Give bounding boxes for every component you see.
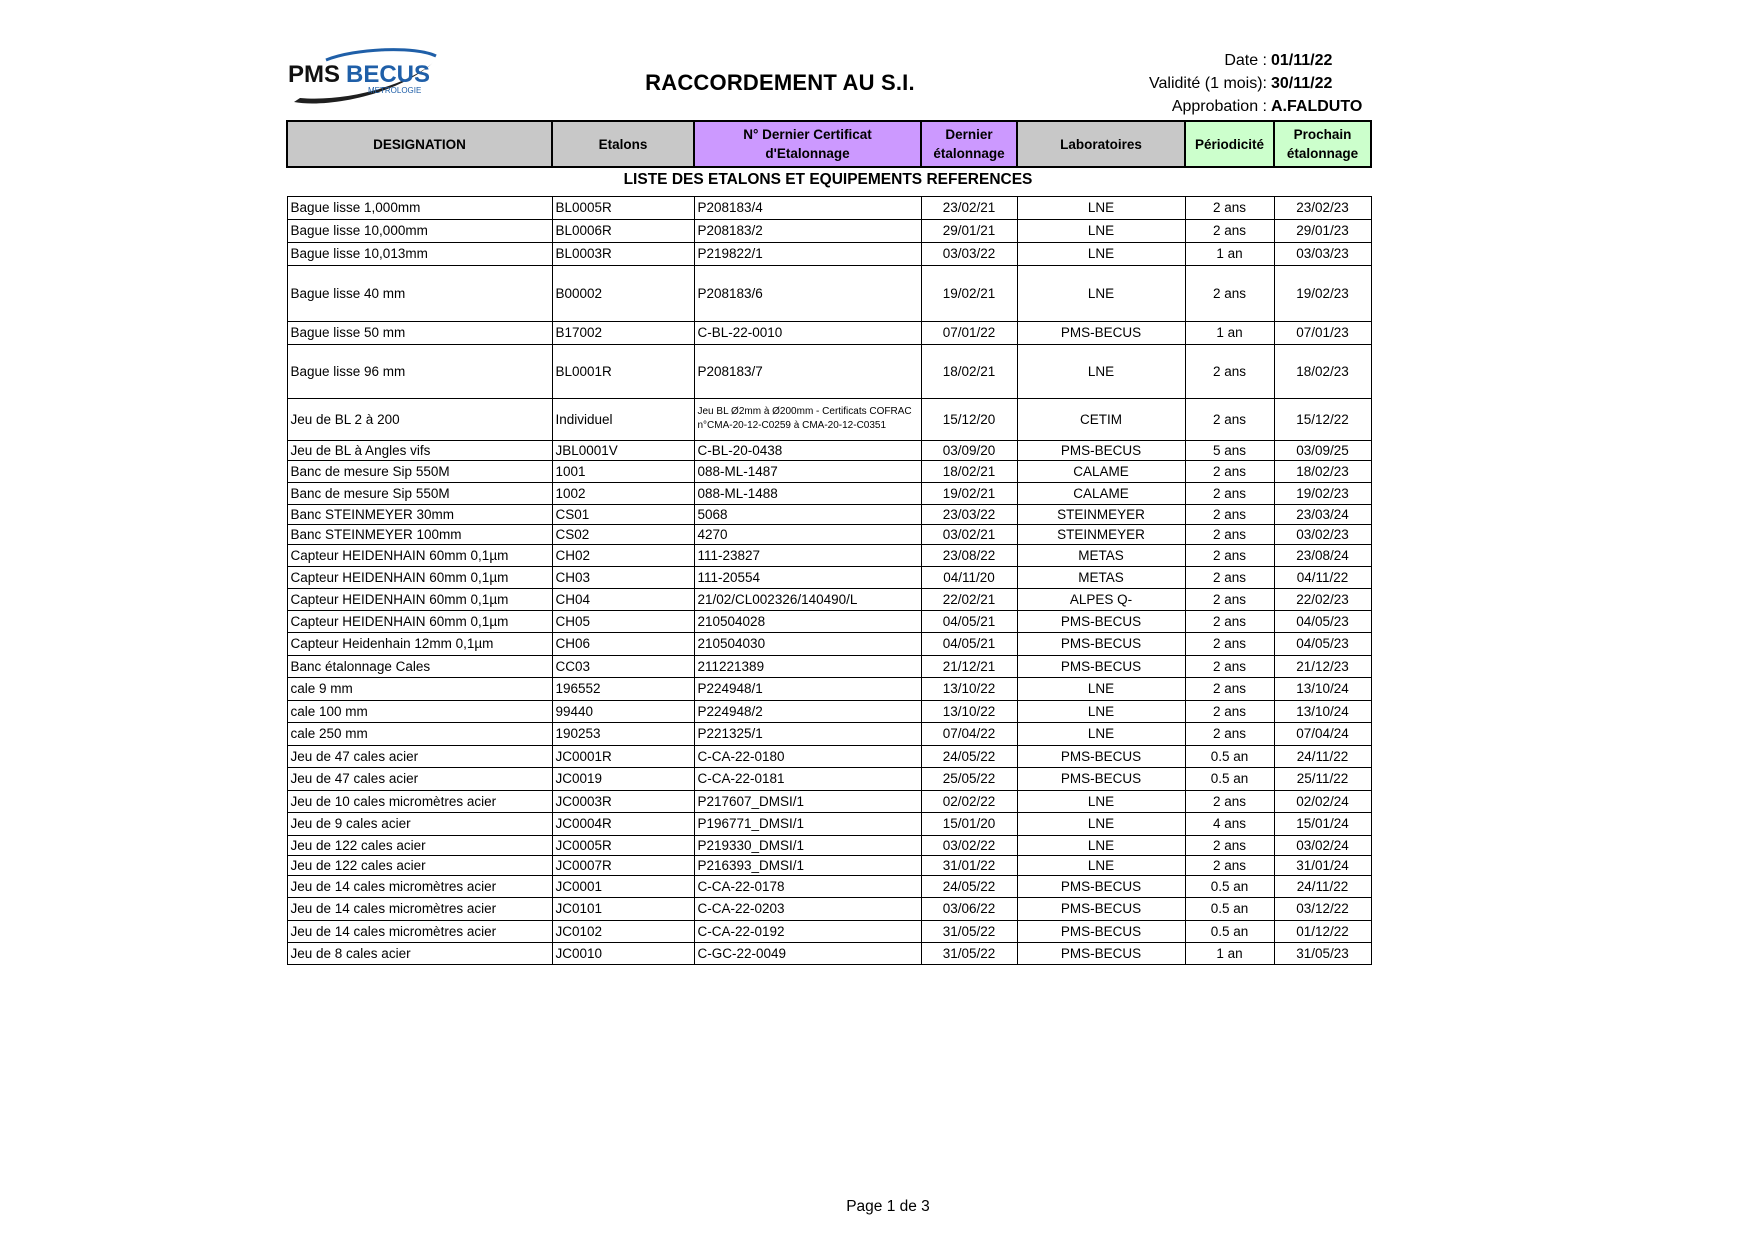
cell-prochain: 13/10/24 xyxy=(1274,677,1371,700)
cell-dernier: 18/02/21 xyxy=(921,344,1017,398)
cell-laboratoire: PMS-BECUS xyxy=(1017,875,1185,897)
date-row xyxy=(1080,52,1380,70)
col-dernier-line2: étalonnage xyxy=(933,146,1005,161)
cell-certificat: P208183/7 xyxy=(694,344,921,398)
date-label: Date : xyxy=(1224,52,1267,69)
table-row xyxy=(287,745,1371,767)
cell-etalon: 1001 xyxy=(552,460,694,482)
cell-laboratoire: PMS-BECUS xyxy=(1017,655,1185,677)
cell-certificat: C-GC-22-0049 xyxy=(694,942,921,964)
cell-laboratoire: LNE xyxy=(1017,700,1185,722)
cell-prochain: 02/02/24 xyxy=(1274,790,1371,812)
cell-dernier: 23/08/22 xyxy=(921,544,1017,566)
table-row xyxy=(287,524,1371,544)
cell-etalon: Individuel xyxy=(552,398,694,440)
cell-designation: Jeu de 14 cales micromètres acier xyxy=(287,875,552,897)
cell-periodicite: 1 an xyxy=(1185,242,1274,265)
table-row xyxy=(287,655,1371,677)
cell-periodicite: 2 ans xyxy=(1185,790,1274,812)
cell-dernier: 22/02/21 xyxy=(921,588,1017,610)
cell-designation: Capteur HEIDENHAIN 60mm 0,1µm xyxy=(287,544,552,566)
cell-certificat: P208183/2 xyxy=(694,219,921,242)
cell-periodicite: 2 ans xyxy=(1185,398,1274,440)
cell-dernier: 21/12/21 xyxy=(921,655,1017,677)
approval-value: A.FALDUTO xyxy=(1271,98,1363,115)
cell-laboratoire: PMS-BECUS xyxy=(1017,897,1185,920)
cell-certificat: 088-ML-1487 xyxy=(694,460,921,482)
cell-etalon: CH05 xyxy=(552,610,694,632)
cell-certificat: P216393_DMSI/1 xyxy=(694,855,921,875)
cell-laboratoire: PMS-BECUS xyxy=(1017,942,1185,964)
cell-etalon: BL0005R xyxy=(552,196,694,219)
cell-dernier: 07/01/22 xyxy=(921,321,1017,344)
cell-dernier: 18/02/21 xyxy=(921,460,1017,482)
cell-periodicite: 2 ans xyxy=(1185,722,1274,745)
cell-periodicite: 2 ans xyxy=(1185,504,1274,524)
cell-designation: Capteur Heidenhain 12mm 0,1µm xyxy=(287,632,552,655)
cell-designation: Capteur HEIDENHAIN 60mm 0,1µm xyxy=(287,610,552,632)
table-row xyxy=(287,398,1371,440)
cell-periodicite: 2 ans xyxy=(1185,632,1274,655)
cell-etalon: JC0007R xyxy=(552,855,694,875)
cell-prochain: 04/05/23 xyxy=(1274,610,1371,632)
cell-prochain: 15/12/22 xyxy=(1274,398,1371,440)
validity-row xyxy=(1080,75,1380,93)
cell-dernier: 13/10/22 xyxy=(921,700,1017,722)
cell-etalon: JC0004R xyxy=(552,812,694,835)
cell-etalon: CH04 xyxy=(552,588,694,610)
cell-etalon: CS01 xyxy=(552,504,694,524)
cell-designation: Capteur HEIDENHAIN 60mm 0,1µm xyxy=(287,566,552,588)
cell-certificat: P224948/2 xyxy=(694,700,921,722)
cell-laboratoire: PMS-BECUS xyxy=(1017,610,1185,632)
cell-etalon: 196552 xyxy=(552,677,694,700)
cell-dernier: 03/03/22 xyxy=(921,242,1017,265)
table-body xyxy=(287,167,1371,964)
cell-designation: Jeu de 47 cales acier xyxy=(287,745,552,767)
cell-dernier: 03/09/20 xyxy=(921,440,1017,460)
table-row xyxy=(287,219,1371,242)
date-value: 01/11/22 xyxy=(1271,52,1333,69)
cell-prochain: 31/05/23 xyxy=(1274,942,1371,964)
cell-designation: Bague lisse 96 mm xyxy=(287,344,552,398)
col-certificat-line1: N° Dernier Certificat xyxy=(743,127,872,142)
cell-etalon: CH06 xyxy=(552,632,694,655)
cell-dernier: 24/05/22 xyxy=(921,875,1017,897)
cell-laboratoire: LNE xyxy=(1017,196,1185,219)
approval-label: Approbation : xyxy=(1171,98,1267,115)
table-row xyxy=(287,482,1371,504)
col-dernier xyxy=(921,121,1017,167)
table-row xyxy=(287,855,1371,875)
cell-prochain: 07/01/23 xyxy=(1274,321,1371,344)
cell-laboratoire: PMS-BECUS xyxy=(1017,767,1185,790)
cell-prochain: 03/02/23 xyxy=(1274,524,1371,544)
cell-etalon: JC0005R xyxy=(552,835,694,855)
cell-dernier: 31/05/22 xyxy=(921,942,1017,964)
cell-certificat: 111-20554 xyxy=(694,566,921,588)
cell-designation: Bague lisse 1,000mm xyxy=(287,196,552,219)
cell-etalon: JBL0001V xyxy=(552,440,694,460)
cell-etalon: CC03 xyxy=(552,655,694,677)
cell-designation: Jeu de 122 cales acier xyxy=(287,835,552,855)
cell-designation: Jeu de 14 cales micromètres acier xyxy=(287,920,552,942)
cell-certificat: 210504028 xyxy=(694,610,921,632)
cell-designation: Banc de mesure Sip 550M xyxy=(287,460,552,482)
table-row xyxy=(287,460,1371,482)
cell-dernier: 24/05/22 xyxy=(921,745,1017,767)
cell-designation: Banc de mesure Sip 550M xyxy=(287,482,552,504)
cell-certificat: C-BL-22-0010 xyxy=(694,321,921,344)
cell-certificat: P217607_DMSI/1 xyxy=(694,790,921,812)
cell-periodicite: 4 ans xyxy=(1185,812,1274,835)
cell-certificat: Jeu BL Ø2mm à Ø200mm - Certificats COFRAC n°CMA-20-12-C0259 à CMA-20-12-C0351 xyxy=(694,398,921,440)
table-row xyxy=(287,835,1371,855)
cell-prochain: 03/02/24 xyxy=(1274,835,1371,855)
cell-periodicite: 0.5 an xyxy=(1185,920,1274,942)
cell-etalon: BL0006R xyxy=(552,219,694,242)
cell-designation: Capteur HEIDENHAIN 60mm 0,1µm xyxy=(287,588,552,610)
cell-certificat: P208183/4 xyxy=(694,196,921,219)
cell-certificat: P219822/1 xyxy=(694,242,921,265)
cell-prochain: 01/12/22 xyxy=(1274,920,1371,942)
cell-periodicite: 0.5 an xyxy=(1185,875,1274,897)
cell-periodicite: 1 an xyxy=(1185,321,1274,344)
cell-periodicite: 2 ans xyxy=(1185,677,1274,700)
cell-periodicite: 2 ans xyxy=(1185,196,1274,219)
cell-prochain: 04/11/22 xyxy=(1274,566,1371,588)
cell-periodicite: 2 ans xyxy=(1185,700,1274,722)
table-row xyxy=(287,920,1371,942)
col-prochain-line2: étalonnage xyxy=(1286,146,1359,161)
cell-laboratoire: LNE xyxy=(1017,812,1185,835)
cell-periodicite: 2 ans xyxy=(1185,835,1274,855)
cell-laboratoire: LNE xyxy=(1017,835,1185,855)
col-laboratoires: Laboratoires xyxy=(1017,121,1185,167)
cell-designation: Banc STEINMEYER 100mm xyxy=(287,524,552,544)
table-row xyxy=(287,544,1371,566)
cell-laboratoire: METAS xyxy=(1017,544,1185,566)
cell-dernier: 03/06/22 xyxy=(921,897,1017,920)
cell-prochain: 13/10/24 xyxy=(1274,700,1371,722)
cell-dernier: 25/05/22 xyxy=(921,767,1017,790)
validity-label: Validité (1 mois): xyxy=(1149,75,1267,92)
document-title: RACCORDEMENT AU S.I. xyxy=(645,70,915,95)
cell-prochain: 21/12/23 xyxy=(1274,655,1371,677)
cell-periodicite: 2 ans xyxy=(1185,566,1274,588)
cell-etalon: JC0010 xyxy=(552,942,694,964)
cell-laboratoire: STEINMEYER xyxy=(1017,524,1185,544)
table-row xyxy=(287,677,1371,700)
cell-prochain: 03/03/23 xyxy=(1274,242,1371,265)
cell-certificat: 111-23827 xyxy=(694,544,921,566)
cell-prochain: 19/02/23 xyxy=(1274,265,1371,321)
cell-certificat: P224948/1 xyxy=(694,677,921,700)
cell-designation: Bague lisse 10,013mm xyxy=(287,242,552,265)
cell-prochain: 29/01/23 xyxy=(1274,219,1371,242)
cell-laboratoire: PMS-BECUS xyxy=(1017,920,1185,942)
cell-etalon: JC0001 xyxy=(552,875,694,897)
cell-designation: Jeu de BL à Angles vifs xyxy=(287,440,552,460)
cell-periodicite: 2 ans xyxy=(1185,544,1274,566)
cell-etalon: B00002 xyxy=(552,265,694,321)
cell-periodicite: 2 ans xyxy=(1185,655,1274,677)
table-row xyxy=(287,344,1371,398)
cell-prochain: 19/02/23 xyxy=(1274,482,1371,504)
cell-laboratoire: CALAME xyxy=(1017,460,1185,482)
cell-prochain: 24/11/22 xyxy=(1274,745,1371,767)
cell-laboratoire: LNE xyxy=(1017,219,1185,242)
cell-dernier: 23/03/22 xyxy=(921,504,1017,524)
cell-certificat: 210504030 xyxy=(694,632,921,655)
cell-designation: cale 100 mm xyxy=(287,700,552,722)
cell-etalon: CH02 xyxy=(552,544,694,566)
cell-dernier: 31/01/22 xyxy=(921,855,1017,875)
cell-laboratoire: LNE xyxy=(1017,790,1185,812)
cell-etalon: 1002 xyxy=(552,482,694,504)
cell-etalon: JC0102 xyxy=(552,920,694,942)
validity-value: 30/11/22 xyxy=(1271,75,1333,92)
cell-designation: Bague lisse 40 mm xyxy=(287,265,552,321)
table-row xyxy=(287,566,1371,588)
cell-etalon: CS02 xyxy=(552,524,694,544)
cell-certificat: P219330_DMSI/1 xyxy=(694,835,921,855)
col-prochain-line1: Prochain xyxy=(1293,127,1352,142)
col-prochain xyxy=(1274,121,1371,167)
cell-etalon: BL0001R xyxy=(552,344,694,398)
col-certificat xyxy=(694,121,921,167)
cell-laboratoire: PMS-BECUS xyxy=(1017,745,1185,767)
cell-laboratoire: PMS-BECUS xyxy=(1017,321,1185,344)
cell-prochain: 25/11/22 xyxy=(1274,767,1371,790)
cell-designation: Jeu de 122 cales acier xyxy=(287,855,552,875)
cell-prochain: 18/02/23 xyxy=(1274,460,1371,482)
cell-periodicite: 0.5 an xyxy=(1185,767,1274,790)
col-certificat-line2: d'Etalonnage xyxy=(765,146,850,161)
cell-periodicite: 2 ans xyxy=(1185,610,1274,632)
cell-dernier: 23/02/21 xyxy=(921,196,1017,219)
table-row xyxy=(287,875,1371,897)
cell-periodicite: 2 ans xyxy=(1185,265,1274,321)
cell-dernier: 29/01/21 xyxy=(921,219,1017,242)
cell-prochain: 07/04/24 xyxy=(1274,722,1371,745)
cell-certificat: P196771_DMSI/1 xyxy=(694,812,921,835)
table-row xyxy=(287,440,1371,460)
cell-dernier: 03/02/22 xyxy=(921,835,1017,855)
cell-laboratoire: ALPES Q- xyxy=(1017,588,1185,610)
logo-becus-text: BECUS xyxy=(346,61,431,88)
cell-prochain: 23/03/24 xyxy=(1274,504,1371,524)
cell-designation: Bague lisse 10,000mm xyxy=(287,219,552,242)
section-title: LISTE DES ETALONS ET EQUIPEMENTS REFERENCES xyxy=(286,170,1370,190)
table-row xyxy=(287,700,1371,722)
cell-laboratoire: CETIM xyxy=(1017,398,1185,440)
cell-dernier: 13/10/22 xyxy=(921,677,1017,700)
cell-dernier: 07/04/22 xyxy=(921,722,1017,745)
cell-prochain: 22/02/23 xyxy=(1274,588,1371,610)
cell-prochain: 24/11/22 xyxy=(1274,875,1371,897)
cell-designation: Banc étalonnage Cales xyxy=(287,655,552,677)
cell-certificat: 4270 xyxy=(694,524,921,544)
cell-dernier: 04/11/20 xyxy=(921,566,1017,588)
cell-dernier: 19/02/21 xyxy=(921,482,1017,504)
cell-designation: cale 9 mm xyxy=(287,677,552,700)
table-row xyxy=(287,265,1371,321)
cell-prochain: 15/01/24 xyxy=(1274,812,1371,835)
table-row xyxy=(287,897,1371,920)
cell-certificat: 5068 xyxy=(694,504,921,524)
cell-periodicite: 2 ans xyxy=(1185,482,1274,504)
cell-designation: Banc STEINMEYER 30mm xyxy=(287,504,552,524)
cell-prochain: 04/05/23 xyxy=(1274,632,1371,655)
cell-designation: Jeu de 10 cales micromètres acier xyxy=(287,790,552,812)
cell-etalon: JC0001R xyxy=(552,745,694,767)
cell-designation: Bague lisse 50 mm xyxy=(287,321,552,344)
cell-prochain: 31/01/24 xyxy=(1274,855,1371,875)
col-dernier-line1: Dernier xyxy=(945,127,993,142)
etalons-table xyxy=(286,120,1372,965)
cell-periodicite: 2 ans xyxy=(1185,344,1274,398)
table-row xyxy=(287,722,1371,745)
cell-certificat: P208183/6 xyxy=(694,265,921,321)
cell-laboratoire: PMS-BECUS xyxy=(1017,440,1185,460)
table-row xyxy=(287,610,1371,632)
cell-certificat: 088-ML-1488 xyxy=(694,482,921,504)
cell-periodicite: 0.5 an xyxy=(1185,897,1274,920)
table-row xyxy=(287,632,1371,655)
cell-dernier: 15/01/20 xyxy=(921,812,1017,835)
cell-certificat: 211221389 xyxy=(694,655,921,677)
col-periodicite: Périodicité xyxy=(1185,121,1274,167)
table-row xyxy=(287,790,1371,812)
cell-designation: Jeu de 9 cales acier xyxy=(287,812,552,835)
table-row xyxy=(287,321,1371,344)
approval-row xyxy=(1080,98,1380,116)
cell-prochain: 23/08/24 xyxy=(1274,544,1371,566)
cell-prochain: 03/12/22 xyxy=(1274,897,1371,920)
cell-dernier: 02/02/22 xyxy=(921,790,1017,812)
cell-dernier: 03/02/21 xyxy=(921,524,1017,544)
cell-etalon: 99440 xyxy=(552,700,694,722)
cell-prochain: 03/09/25 xyxy=(1274,440,1371,460)
cell-dernier: 19/02/21 xyxy=(921,265,1017,321)
cell-laboratoire: CALAME xyxy=(1017,482,1185,504)
cell-certificat: C-CA-22-0192 xyxy=(694,920,921,942)
cell-designation: Jeu de 8 cales acier xyxy=(287,942,552,964)
table-row xyxy=(287,812,1371,835)
cell-certificat: C-BL-20-0438 xyxy=(694,440,921,460)
cell-dernier: 04/05/21 xyxy=(921,610,1017,632)
cell-certificat: C-CA-22-0203 xyxy=(694,897,921,920)
cell-etalon: JC0019 xyxy=(552,767,694,790)
cell-dernier: 31/05/22 xyxy=(921,920,1017,942)
table-row xyxy=(287,942,1371,964)
cell-laboratoire: LNE xyxy=(1017,242,1185,265)
logo-metrologie-text: METROLOGIE xyxy=(368,86,422,95)
cell-laboratoire: STEINMEYER xyxy=(1017,504,1185,524)
pms-becus-logo xyxy=(286,46,442,110)
cell-etalon: JC0101 xyxy=(552,897,694,920)
cell-etalon: BL0003R xyxy=(552,242,694,265)
page-footer: Page 1 de 3 xyxy=(846,1198,930,1215)
cell-certificat: C-CA-22-0180 xyxy=(694,745,921,767)
cell-periodicite: 1 an xyxy=(1185,942,1274,964)
cell-periodicite: 2 ans xyxy=(1185,524,1274,544)
cell-prochain: 18/02/23 xyxy=(1274,344,1371,398)
cell-etalon: CH03 xyxy=(552,566,694,588)
cell-periodicite: 2 ans xyxy=(1185,219,1274,242)
logo-pms-text: PMS xyxy=(288,61,341,88)
cell-dernier: 04/05/21 xyxy=(921,632,1017,655)
cell-laboratoire: LNE xyxy=(1017,344,1185,398)
table-header-row xyxy=(287,121,1371,167)
cell-certificat: P221325/1 xyxy=(694,722,921,745)
cell-etalon: 190253 xyxy=(552,722,694,745)
col-designation: DESIGNATION xyxy=(287,121,552,167)
cell-certificat: C-CA-22-0178 xyxy=(694,875,921,897)
table-row xyxy=(287,504,1371,524)
table-row xyxy=(287,196,1371,219)
cell-designation: Jeu de 47 cales acier xyxy=(287,767,552,790)
cell-etalon: JC0003R xyxy=(552,790,694,812)
cell-laboratoire: METAS xyxy=(1017,566,1185,588)
cell-periodicite: 2 ans xyxy=(1185,588,1274,610)
cell-designation: Jeu de BL 2 à 200 xyxy=(287,398,552,440)
cell-periodicite: 2 ans xyxy=(1185,855,1274,875)
cell-certificat: C-CA-22-0181 xyxy=(694,767,921,790)
col-etalons: Etalons xyxy=(552,121,694,167)
cell-designation: cale 250 mm xyxy=(287,722,552,745)
cell-dernier: 15/12/20 xyxy=(921,398,1017,440)
cell-etalon: B17002 xyxy=(552,321,694,344)
table-row xyxy=(287,767,1371,790)
cell-periodicite: 5 ans xyxy=(1185,440,1274,460)
logo-arc xyxy=(326,50,436,60)
cell-certificat: 21/02/CL002326/140490/L xyxy=(694,588,921,610)
table-row xyxy=(287,588,1371,610)
cell-designation: Jeu de 14 cales micromètres acier xyxy=(287,897,552,920)
table-row xyxy=(287,242,1371,265)
cell-laboratoire: LNE xyxy=(1017,265,1185,321)
cell-laboratoire: LNE xyxy=(1017,722,1185,745)
cell-periodicite: 2 ans xyxy=(1185,460,1274,482)
cell-prochain: 23/02/23 xyxy=(1274,196,1371,219)
cell-periodicite: 0.5 an xyxy=(1185,745,1274,767)
cell-laboratoire: LNE xyxy=(1017,677,1185,700)
cell-laboratoire: PMS-BECUS xyxy=(1017,632,1185,655)
cell-laboratoire: LNE xyxy=(1017,855,1185,875)
